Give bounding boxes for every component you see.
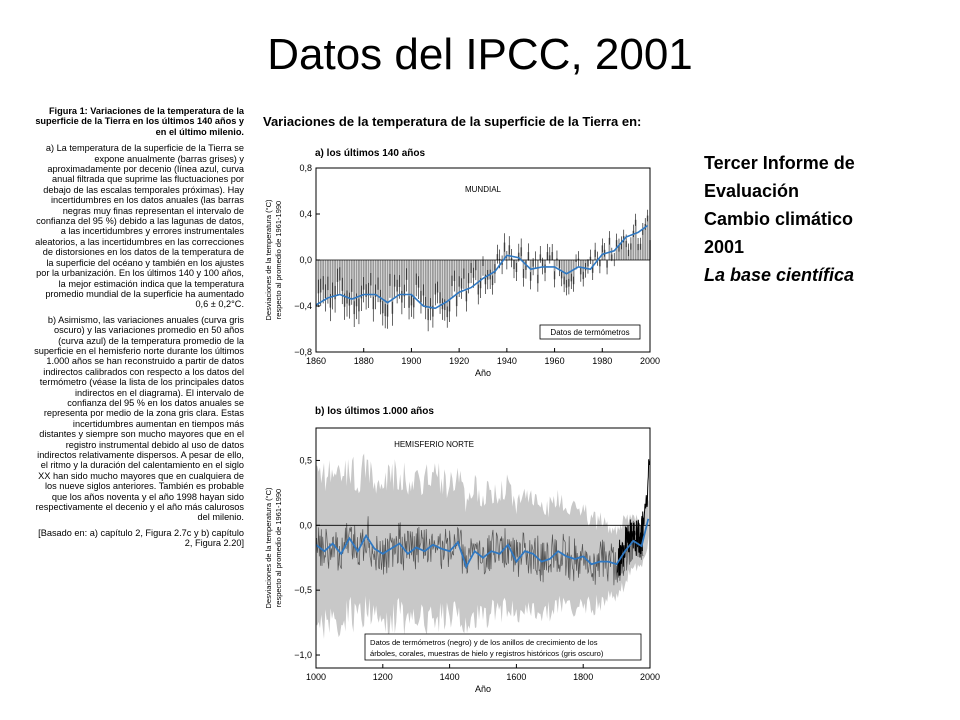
panel-a-legend: Datos de termómetros [550, 328, 630, 337]
panel-a-bar [647, 216, 649, 260]
report-line-5: La base científica [704, 265, 855, 285]
panel-b-legend-line-1: Datos de termómetros (negro) y de los anillos de crecimiento de los [370, 638, 598, 647]
slide-title: Datos del IPCC, 2001 [267, 30, 693, 79]
panel-a-xtick-label: 2000 [639, 356, 661, 366]
panel-b-ylabel-1: Desviaciones de la temperatura (°C) [264, 487, 273, 609]
report-line-3: Cambio climático [704, 209, 854, 229]
panel-a-xtick-label: 1920 [449, 356, 470, 366]
panel-b-xlabel: Año [474, 684, 492, 694]
panel-a-xtick-label: 1980 [592, 356, 613, 366]
panel-b-xtick-label: 1200 [372, 672, 393, 682]
panel-a-ytick-label: −0,8 [294, 347, 312, 357]
figure-heading: Variaciones de la temperatura de la superficie de la Tierra en: [263, 114, 642, 129]
panel-a-xtick-label: 1880 [353, 356, 374, 366]
panel-b-ylabel-2: respecto al promedio de 1961-1990 [274, 488, 283, 608]
panel-a-xtick-label: 1900 [401, 356, 422, 366]
caption-heading: Figura 1: Variaciones de la temperatura de la superficie de la Tierra en los últimos 140 años y en el último milenio. [35, 106, 244, 137]
panel-b-ytick-label: 0,0 [299, 520, 312, 531]
panel-a-ytick-label: 0,0 [299, 255, 312, 265]
panel-b-xtick-label: 1600 [506, 672, 527, 682]
panel-a-ytick-label: 0,4 [299, 209, 312, 219]
report-line-1: Tercer Informe de [704, 153, 855, 173]
caption-paragraph-b: b) Asimismo, las variaciones anuales (curva gris oscuro) y las variaciones promedio en 50 años (curva azul) de la temperatura promedio de la superficie en el hemisferio norte durante los últimos 1.000 años se han reconstruido a partir de datos indirectos calibrados con respecto a los datos del termómetro (véase la lista de los principales datos indirectos en el diagrama). El intervalo de confianza del 95 % en los datos anuales se representa por medio de la zona gris clara. Estas incertidumbres aumentan en tiempos más distantes y siempre son mucho mayores que en el registro instrumental debido al uso de datos indirectos relativamente dispersos. A pesar de ello, el ritmo y la duración del calentamiento en el siglo XX han sido mucho mayores que en cualquiera de los nueve siglos anteriores. También es probable que los años noventa y el año 1998 hayan sido respectivamente el decenio y el año más calurosos del milenio. [34, 314, 244, 523]
panel-a-xlabel: Año [474, 368, 492, 378]
report-line-4: 2001 [704, 237, 745, 257]
panel-a-xtick-label: 1960 [544, 356, 565, 366]
panel-b-xtick-label: 1800 [573, 672, 594, 682]
panel-a-ylabel-1: Desviaciones de la temperatura (°C) [264, 199, 273, 321]
panel-b-title: b) los últimos 1.000 años [315, 406, 434, 417]
panel-b-inner-label: HEMISFERIO NORTE [394, 440, 474, 449]
panel-a-ytick-label: 0,8 [299, 163, 312, 173]
panel-a-inner-label: MUNDIAL [464, 185, 502, 194]
caption-paragraph-a: a) La temperatura de la superficie de la Tierra se expone anualmente (barras grises) y aproximadamente por decenio (línea azul, curva anual filtrada que suprime las fluctuaciones por debajo de las escalas temporales próximas). Hay incertidumbres en los datos anuales (las barras negras muy finas representan el intervalo de confianza del 95 %) debido a las lagunas de datos, a las incertidumbres y errores instrumentales aleatorios, a las incertidumbres en las correcciones de distorsiones en los datos de la temperatura de la superficie del océano y también en los ajustes por la urbanización. En los últimos 140 y 100 años, la mejor estimación indica que la temperatura promedio mundial de la superficie ha aumentado 0,6 ± 0,2°C. [35, 143, 244, 310]
report-line-2: Evaluación [704, 181, 800, 201]
panel-b-legend-line-2: árboles, corales, muestras de hielo y registros históricos (gris oscuro) [370, 649, 604, 658]
panel-b-xtick-label: 2000 [639, 672, 661, 682]
caption-source: [Basado en: a) capítulo 2, Figura 2.7c y b) capítulo 2, Figura 2.20] [38, 527, 244, 549]
panel-b-xtick-label: 1400 [439, 672, 460, 682]
panel-b-ytick-label: −0,5 [294, 585, 312, 596]
panel-a-xtick-label: 1860 [305, 356, 327, 366]
panel-b-ytick-label: −1,0 [294, 650, 312, 661]
panel-a-xtick-label: 1940 [496, 356, 517, 366]
panel-a-title: a) los últimos 140 años [315, 148, 426, 159]
panel-b-xtick-label: 1000 [305, 672, 327, 682]
panel-b-ytick-label: 0,5 [299, 455, 312, 466]
panel-b-uncertainty-band [316, 454, 649, 640]
panel-a-ytick-label: −0,4 [294, 301, 312, 311]
panel-a-ylabel-2: respecto al promedio de 1961-1990 [274, 200, 283, 320]
